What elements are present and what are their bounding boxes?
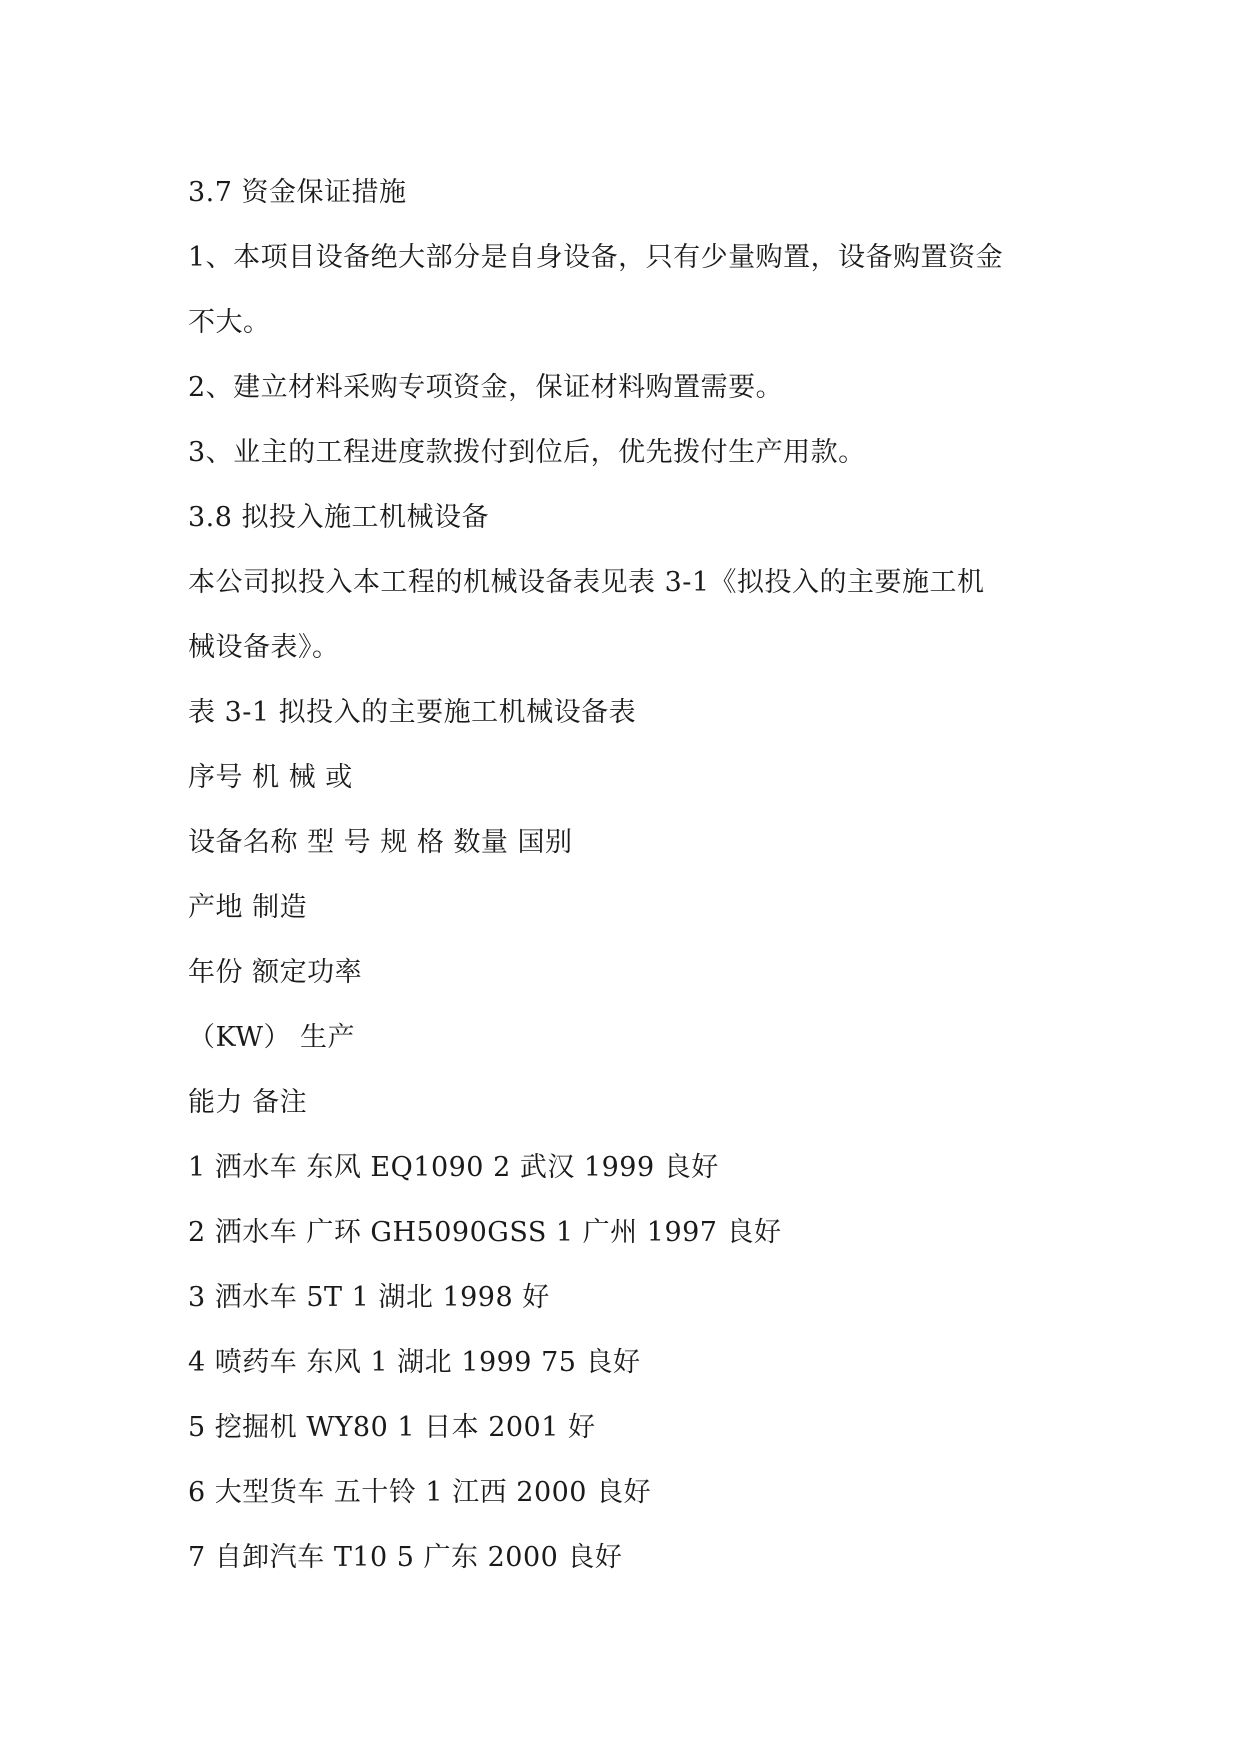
table-header-line: 序号 机 械 或 <box>188 762 353 793</box>
section-heading-3-8: 3.8 拟投入施工机械设备 <box>188 502 490 533</box>
paragraph-line: 械设备表》。 <box>188 632 340 663</box>
table-row: 5 挖掘机 WY80 1 日本 2001 好 <box>188 1412 596 1443</box>
table-header-line: 产地 制造 <box>188 892 308 923</box>
paragraph-line: 3、业主的工程进度款拨付到位后，优先拨付生产用款。 <box>188 437 866 468</box>
table-row: 7 自卸汽车 T10 5 广东 2000 良好 <box>188 1542 623 1573</box>
table-row: 6 大型货车 五十铃 1 江西 2000 良好 <box>188 1477 652 1508</box>
section-heading-3-7: 3.7 资金保证措施 <box>188 177 407 208</box>
table-header-line: 年份 额定功率 <box>188 957 363 988</box>
table-row: 3 洒水车 5T 1 湖北 1998 好 <box>188 1282 550 1313</box>
table-caption: 表 3-1 拟投入的主要施工机械设备表 <box>188 697 637 728</box>
table-header-line: （KW） 生产 <box>188 1022 356 1053</box>
paragraph-line: 不大。 <box>188 307 271 338</box>
table-header-line: 能力 备注 <box>188 1087 308 1118</box>
paragraph-line: 1、本项目设备绝大部分是自身设备，只有少量购置，设备购置资金 <box>188 242 1004 273</box>
paragraph-line: 2、建立材料采购专项资金，保证材料购置需要。 <box>188 372 784 403</box>
table-row: 4 喷药车 东风 1 湖北 1999 75 良好 <box>188 1347 641 1378</box>
table-header-line: 设备名称 型 号 规 格 数量 国别 <box>188 827 573 858</box>
paragraph-line: 本公司拟投入本工程的机械设备表见表 3-1《拟投入的主要施工机 <box>188 567 985 598</box>
document-body <box>188 160 1068 1590</box>
table-row: 2 洒水车 广环 GH5090GSS 1 广州 1997 良好 <box>188 1217 782 1248</box>
table-row: 1 洒水车 东风 EQ1090 2 武汉 1999 良好 <box>188 1152 719 1183</box>
